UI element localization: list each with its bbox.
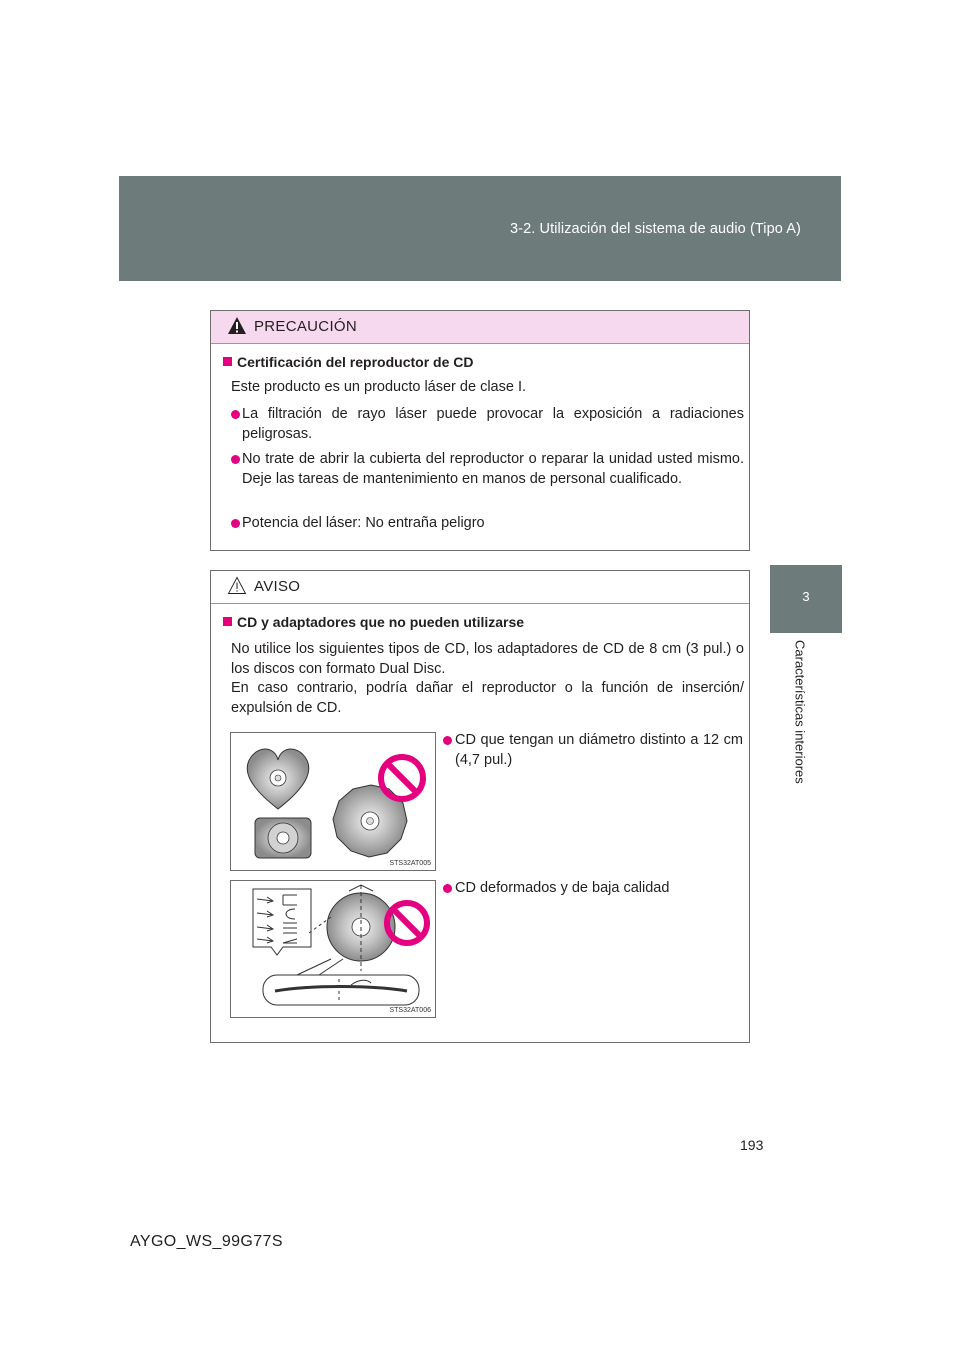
bullet-dot-icon xyxy=(443,884,452,893)
notice-para-1: No utilice los siguientes tipos de CD, los adaptadores de CD de 8 cm (3 pul.) o los discos con formato Dual Disc. xyxy=(231,641,744,677)
warning-filled-icon xyxy=(227,316,247,335)
notice-item-2: CD deformados y de baja calidad xyxy=(455,880,670,896)
notice-para-2: En caso contrario, podría dañar el reproductor o la función de inserción/ expulsión de CD. xyxy=(231,680,744,716)
figure-warped-discs xyxy=(230,880,436,1018)
bullet-dot-icon xyxy=(231,519,240,528)
bullet-dot-icon xyxy=(231,455,240,464)
caution-intro: Este producto es un producto láser de clase I. xyxy=(231,379,527,395)
figure-id: STS32AT005 xyxy=(389,860,431,867)
chapter-tab[interactable] xyxy=(770,565,842,633)
warped-discs-illustration xyxy=(231,881,435,1017)
caution-bullet-1: La filtración de rayo láser puede provocar la exposición a radiaciones peligrosas. xyxy=(242,406,744,442)
notice-box xyxy=(210,570,750,1043)
header-band xyxy=(119,176,841,281)
bullet-dot-icon xyxy=(231,410,240,419)
bullet-dot-icon xyxy=(443,736,452,745)
square-bullet-icon xyxy=(223,357,232,366)
figure-id: STS32AT006 xyxy=(389,1007,431,1014)
chapter-label-text: Características interiores xyxy=(792,640,808,784)
odd-shaped-discs-illustration xyxy=(231,733,435,870)
notice-heading: CD y adaptadores que no pueden utilizarse xyxy=(223,614,524,630)
caution-bullet-3: Potencia del láser: No entraña peligro xyxy=(242,515,485,531)
caution-title: PRECAUCIÓN xyxy=(254,318,358,335)
notice-header xyxy=(211,571,749,604)
caution-header xyxy=(211,311,749,344)
page-number: 193 xyxy=(740,1137,764,1153)
notice-title: AVISO xyxy=(254,578,301,595)
chapter-number: 3 xyxy=(802,589,810,604)
caution-heading: Certificación del reproductor de CD xyxy=(223,354,473,370)
square-bullet-icon xyxy=(223,617,232,626)
section-title: 3-2. Utilización del sistema de audio (Tipo A) xyxy=(510,221,801,237)
figure-odd-shaped-discs xyxy=(230,732,436,871)
warning-outline-icon xyxy=(227,576,247,595)
caution-bullet-2: No trate de abrir la cubierta del reproductor o reparar la unidad usted mismo. Deje las tareas de mantenimiento en manos de personal cualificado. xyxy=(242,451,744,487)
chapter-label xyxy=(790,640,810,800)
caution-box xyxy=(210,310,750,551)
doc-code: AYGO_WS_99G77S xyxy=(130,1233,283,1250)
notice-item-1: CD que tengan un diámetro distinto a 12 cm (4,7 pul.) xyxy=(455,732,743,768)
